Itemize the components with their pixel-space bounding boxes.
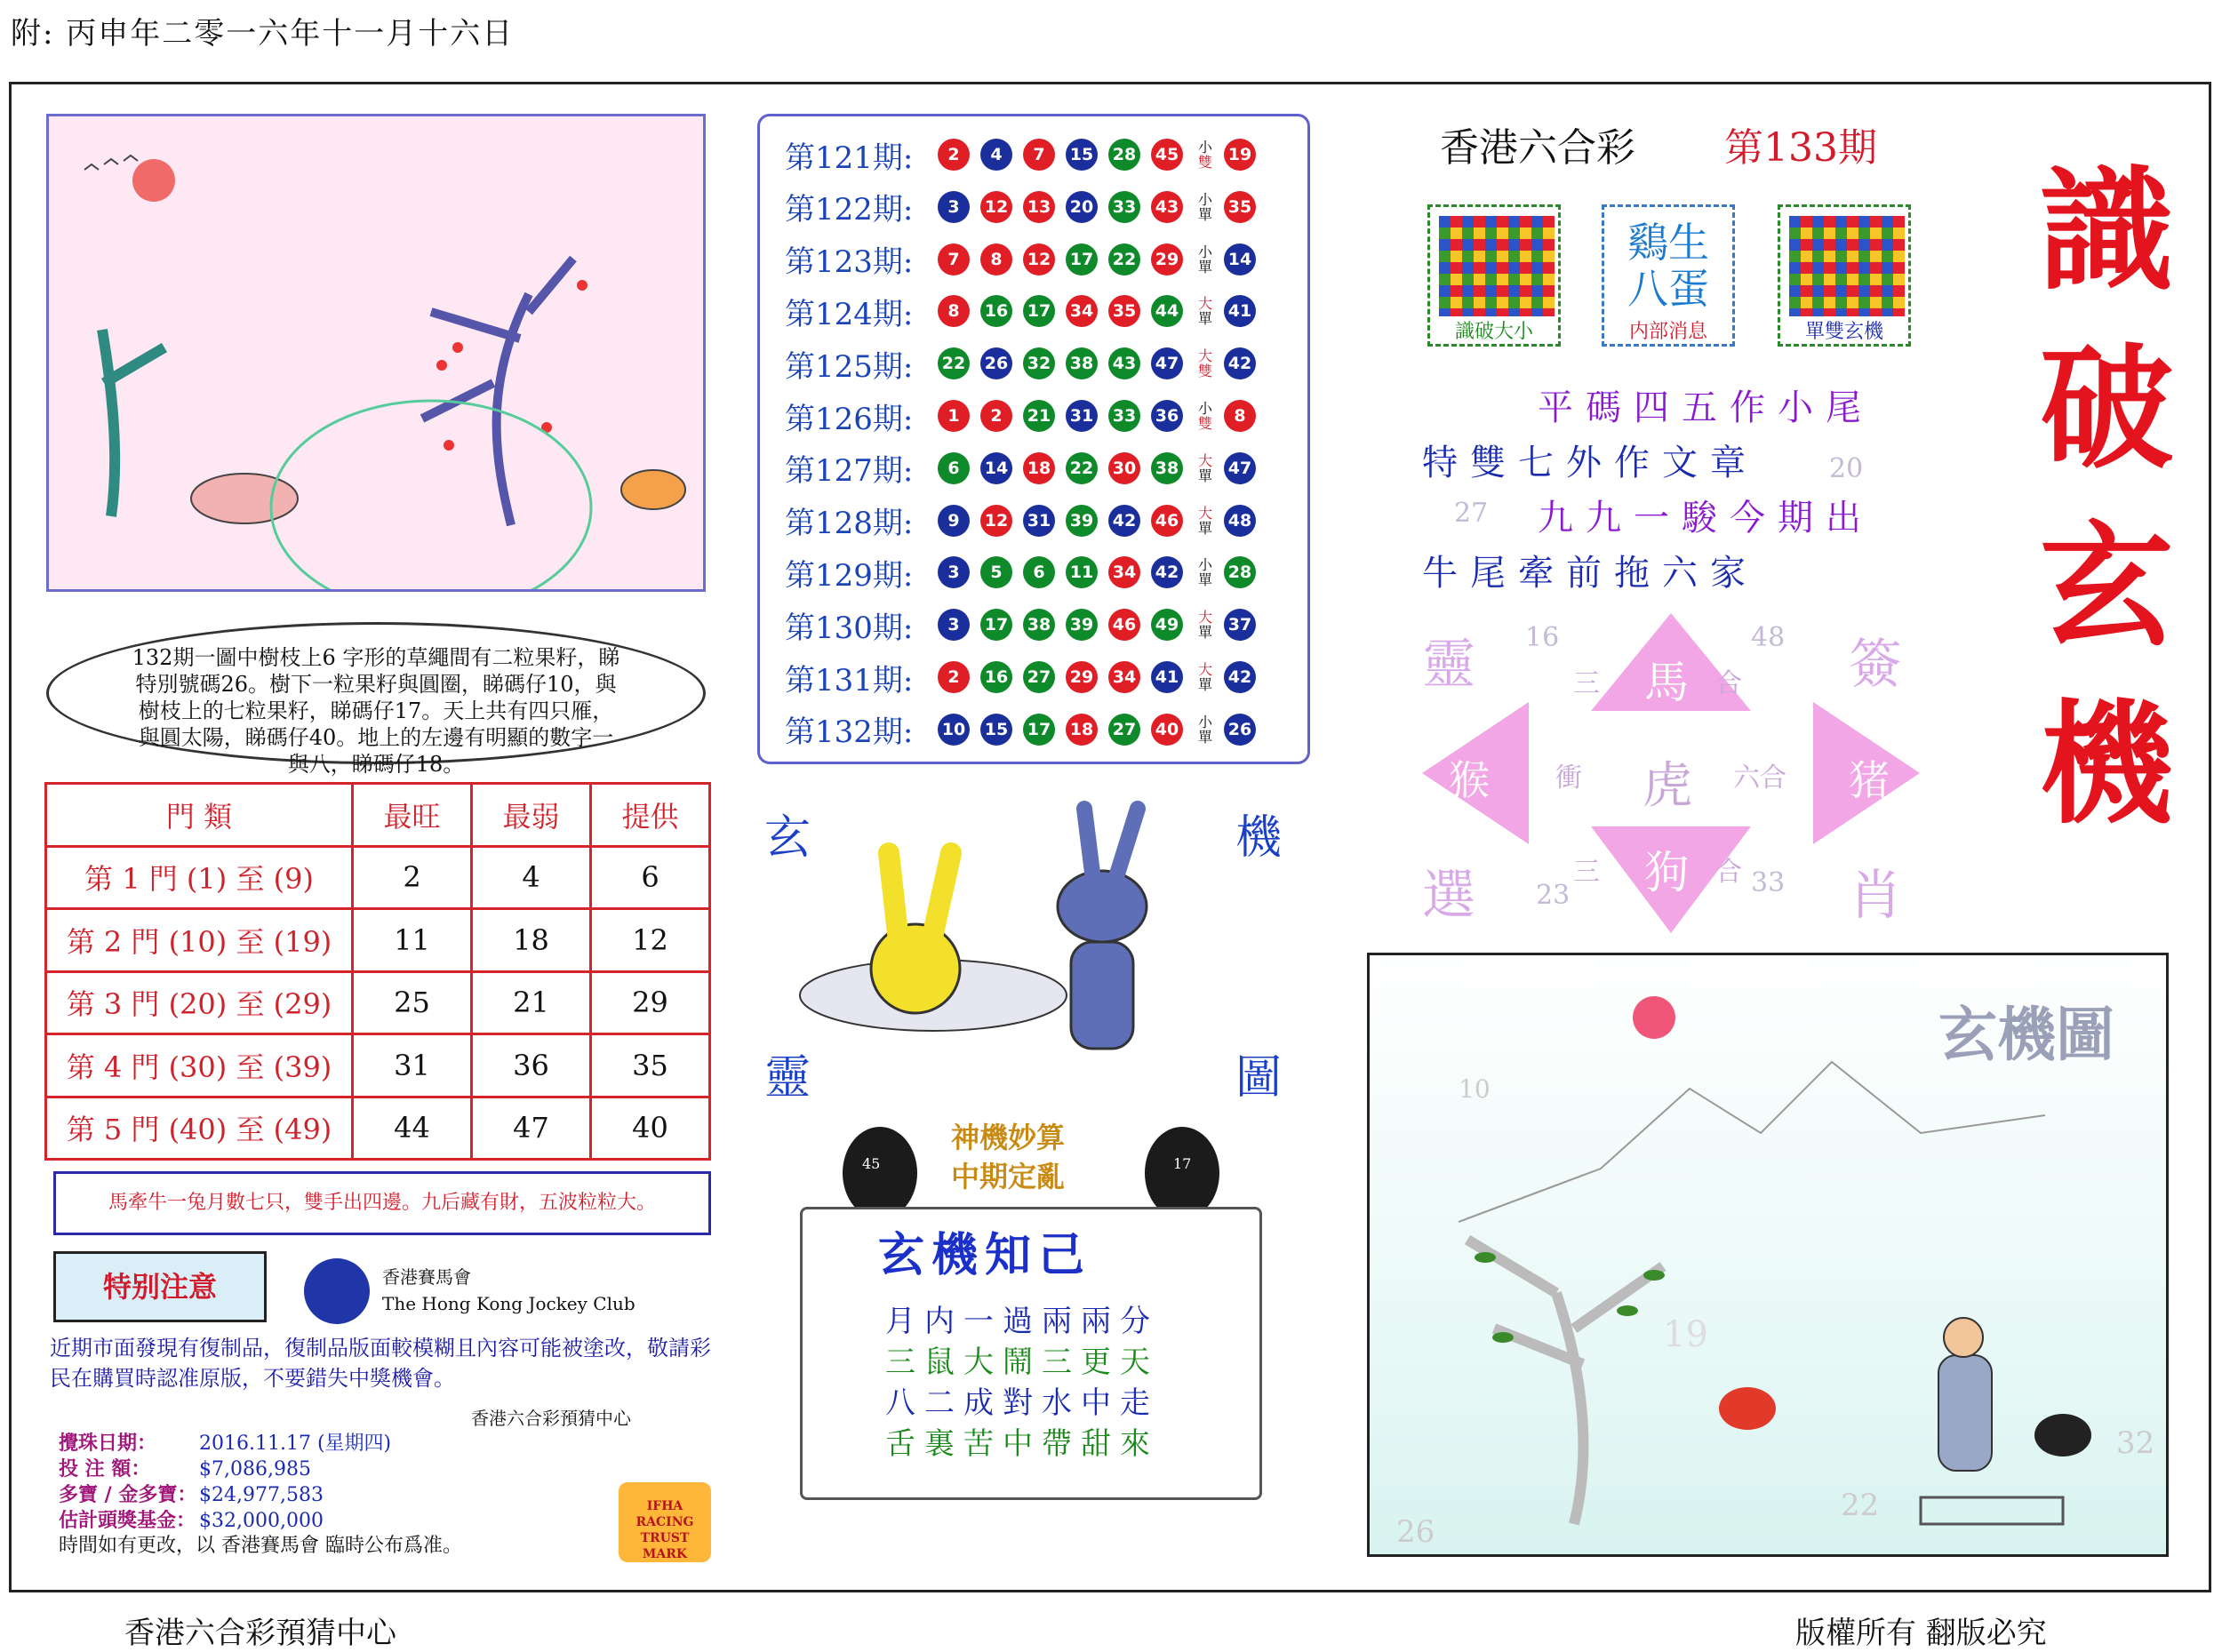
- number-ball: 33: [1108, 400, 1140, 432]
- period-label: 第128期:: [785, 506, 914, 542]
- number-ball: 12: [980, 191, 1012, 223]
- number-ball: 22: [1066, 452, 1098, 484]
- number-ball: 43: [1108, 347, 1140, 379]
- zodiac-diagram: 靈 簽 選 肖 馬 猴 虎 猪 狗 三 合 衝 六合 三 合 16 48 23 33: [1422, 604, 1920, 942]
- number-ball: 18: [1023, 452, 1055, 484]
- table-row: [46, 1097, 710, 1160]
- poem-line: 八二成對水中走: [885, 1385, 1159, 1421]
- corner-char: 圖: [1235, 1051, 1283, 1105]
- hint-banner: 馬牽牛一兔月數七只，雙手出四邊。九后藏有財，五波粒粒大。: [53, 1171, 711, 1235]
- number-ball: 39: [1066, 609, 1098, 641]
- picture-title: 玄機圖: [1938, 1000, 2114, 1069]
- result-row: [785, 547, 1267, 598]
- monkey-left-num: 45: [862, 1155, 881, 1172]
- result-row: [785, 599, 1267, 650]
- col-header-category: 門 類: [46, 784, 353, 847]
- special-number-ball: 28: [1224, 556, 1256, 588]
- door-max: 31: [353, 1034, 472, 1097]
- diagram-corner: 簽: [1849, 634, 1902, 696]
- table-row: [46, 909, 710, 972]
- number-ball: 16: [980, 295, 1012, 327]
- number-ball: 17: [1066, 243, 1098, 275]
- size-parity-tag: 小 雙: [1197, 139, 1212, 171]
- picture-number: 10: [1459, 1074, 1491, 1104]
- size-parity-tag: 小 雙: [1197, 400, 1212, 432]
- jockey-club-name: [382, 1264, 635, 1317]
- number-ball: 27: [1023, 661, 1055, 693]
- number-ball: 10: [938, 714, 970, 746]
- number-ball: 11: [1066, 556, 1098, 588]
- corner-char: 靈: [764, 1051, 811, 1105]
- number-ball: 34: [1108, 661, 1140, 693]
- number-ball: 38: [1023, 609, 1055, 641]
- door-label: 第 3 門 (20) 至 (29): [46, 971, 353, 1034]
- number-ball: 1: [938, 400, 970, 432]
- monkey-caption: 神機妙算 中期定亂: [951, 1121, 1066, 1193]
- zodiac-right: 猪: [1849, 756, 1890, 804]
- period-label: 第127期:: [785, 453, 914, 490]
- number-ball: 20: [1066, 191, 1098, 223]
- door-offer: 6: [591, 846, 710, 909]
- number-ball: 43: [1151, 191, 1183, 223]
- poem-line: 月内一過兩兩分: [885, 1304, 1159, 1339]
- number-ball: 3: [938, 191, 970, 223]
- corner-char: 玄: [764, 811, 811, 865]
- puzzle-hint-bubble: 132期一圖中樹枝上6 字形的草繩間有二粒果籽，睇特別號碼26。樹下一粒果籽與圓圈，睇碼仔10，與樹枝上的七粒果籽，睇碼仔17。天上共有四只雁，與圓太陽，睇碼仔40。地上的左邊有明顯的數字一與八，睇碼仔18。: [46, 622, 706, 764]
- period-label: 第132期:: [785, 714, 914, 751]
- picture-number: 26: [1396, 1514, 1435, 1550]
- date-line: 附: 丙申年二零一六年十一月十六日: [11, 16, 515, 52]
- number-ball: 12: [980, 505, 1012, 537]
- special-number-ball: 19: [1224, 139, 1256, 171]
- counterfeit-notice: 近期市面發現有復制品，復制品版面較模糊且內容可能被塗改，敬請彩民在購買時認准原版，不要錯失中獎機會。: [50, 1336, 711, 1391]
- footer-publisher: 香港六合彩預猜中心: [124, 1616, 396, 1651]
- number-ball: 46: [1151, 505, 1183, 537]
- number-ball: 16: [980, 661, 1012, 693]
- zodiac-top: 馬: [1644, 657, 1689, 708]
- number-ball: 15: [1066, 139, 1098, 171]
- verse-line: 平碼四五作小尾: [1538, 387, 1874, 428]
- number-ball: 46: [1108, 609, 1140, 641]
- faint-number: 27: [1454, 498, 1489, 529]
- number-ball: 34: [1108, 556, 1140, 588]
- number-ball: 36: [1151, 400, 1183, 432]
- number-ball: 45: [1151, 139, 1183, 171]
- know-title: 玄機知己: [878, 1228, 1092, 1282]
- number-ball: 8: [980, 243, 1012, 275]
- puzzle-illustration: [46, 114, 706, 592]
- door-offer: 29: [591, 971, 710, 1034]
- number-ball: 4: [980, 139, 1012, 171]
- result-row: [785, 234, 1267, 285]
- result-row: [785, 338, 1267, 389]
- tree-scene-graphic: [49, 116, 703, 589]
- number-ball: 29: [1066, 661, 1098, 693]
- number-ball: 14: [980, 452, 1012, 484]
- special-number-ball: 47: [1224, 452, 1256, 484]
- number-ball: 8: [938, 295, 970, 327]
- number-ball: 22: [938, 347, 970, 379]
- card-odd-even-hint: 單雙玄機: [1778, 204, 1911, 347]
- number-ball: 32: [1023, 347, 1055, 379]
- number-ball: 31: [1023, 505, 1055, 537]
- number-ball: 38: [1066, 347, 1098, 379]
- door-min: 36: [472, 1034, 591, 1097]
- size-parity-tag: 小 單: [1197, 190, 1212, 223]
- number-ball: 22: [1108, 243, 1140, 275]
- number-ball: 17: [1023, 295, 1055, 327]
- size-parity-tag: 大 單: [1197, 504, 1212, 537]
- number-ball: 13: [1023, 191, 1055, 223]
- door-max: 25: [353, 971, 472, 1034]
- number-ball: 2: [938, 661, 970, 693]
- number-ball: 33: [1108, 191, 1140, 223]
- draw-info-row: 攪珠日期： 2016.11.17 (星期四): [59, 1432, 392, 1455]
- result-row: [785, 129, 1267, 180]
- number-ball: 35: [1108, 295, 1140, 327]
- draw-info-note: 時間如有更改，以 香港賽馬會 臨時公布爲准。: [59, 1535, 462, 1557]
- size-parity-tag: 小 單: [1197, 556, 1212, 589]
- period-label: 第131期:: [785, 662, 914, 698]
- verse-line: 九九一駿今期出: [1538, 498, 1874, 539]
- special-number-ball: 37: [1224, 609, 1256, 641]
- hint-picture: [1367, 953, 2169, 1557]
- number-ball: 42: [1108, 505, 1140, 537]
- door-min: 47: [472, 1097, 591, 1160]
- result-row: [785, 495, 1267, 547]
- number-ball: 2: [938, 139, 970, 171]
- number-ball: 47: [1151, 347, 1183, 379]
- issue-number: 第133期: [1724, 125, 1877, 171]
- diagram-corner: 選: [1422, 865, 1475, 927]
- special-number-ball: 41: [1224, 295, 1256, 327]
- col-header-offer: 提供: [591, 784, 710, 847]
- period-label: 第124期:: [785, 296, 914, 332]
- period-label: 第125期:: [785, 348, 914, 385]
- door-min: 18: [472, 909, 591, 972]
- number-ball: 42: [1151, 556, 1183, 588]
- zodiac-bottom: 狗: [1644, 847, 1689, 898]
- special-notice-badge: 特别注意: [53, 1251, 267, 1322]
- period-label: 第123期:: [785, 244, 914, 281]
- number-ball: 3: [938, 556, 970, 588]
- number-ball: 28: [1108, 139, 1140, 171]
- draw-info-row: 投 注 額： $7,086,985: [59, 1457, 311, 1480]
- number-ball: 34: [1066, 295, 1098, 327]
- number-ball: 6: [938, 452, 970, 484]
- number-ball: 7: [938, 243, 970, 275]
- period-label: 第122期:: [785, 192, 914, 228]
- jockey-name-en: The Hong Kong Jockey Club: [382, 1293, 635, 1314]
- result-row: [785, 390, 1267, 442]
- number-ball: 7: [1023, 139, 1055, 171]
- card-size-hint: 識破大小: [1427, 204, 1561, 347]
- door-min: 21: [472, 971, 591, 1034]
- number-ball: 26: [980, 347, 1012, 379]
- door-stats-table: [44, 782, 711, 1161]
- size-parity-tag: 大 單: [1197, 661, 1212, 693]
- table-row: [46, 846, 710, 909]
- size-parity-tag: 大 單: [1197, 451, 1212, 484]
- result-row: [785, 181, 1267, 233]
- size-parity-tag: 大 雙: [1197, 347, 1212, 380]
- number-ball: 38: [1151, 452, 1183, 484]
- poem-line: 舌裏苦中帶甜來: [885, 1426, 1159, 1462]
- verse-line: 牛尾牽前拖六家: [1422, 553, 1758, 594]
- result-row: [785, 285, 1267, 337]
- table-row: [46, 1034, 710, 1097]
- mosaic-image: [1439, 216, 1555, 317]
- number-ball: 9: [938, 505, 970, 537]
- door-max: 11: [353, 909, 472, 972]
- number-ball: 49: [1151, 609, 1183, 641]
- door-label: 第 1 門 (1) 至 (9): [46, 846, 353, 909]
- notice-source: 香港六合彩預猜中心: [471, 1408, 631, 1429]
- picture-number: 32: [2116, 1425, 2155, 1461]
- number-ball: 39: [1066, 505, 1098, 537]
- special-number-ball: 35: [1224, 191, 1256, 223]
- mosaic-image: [1789, 216, 1905, 317]
- footer-copyright: 版權所有 翻版必究: [1795, 1616, 2047, 1651]
- size-parity-tag: 小 單: [1197, 243, 1212, 275]
- draw-info-row: 估計頭獎基金： $32,000,000: [59, 1509, 324, 1532]
- diagram-corner: 肖: [1849, 865, 1902, 927]
- number-ball: 2: [980, 400, 1012, 432]
- vertical-title: 識 破 玄 機: [2039, 153, 2173, 842]
- number-ball: 30: [1108, 452, 1140, 484]
- door-label: 第 4 門 (30) 至 (39): [46, 1034, 353, 1097]
- number-ball: 12: [1023, 243, 1055, 275]
- result-row: [785, 651, 1267, 703]
- number-ball: 31: [1066, 400, 1098, 432]
- number-ball: 29: [1151, 243, 1183, 275]
- number-ball: 44: [1151, 295, 1183, 327]
- special-number-ball: 26: [1224, 714, 1256, 746]
- number-ball: 6: [1023, 556, 1055, 588]
- door-label: 第 2 門 (10) 至 (19): [46, 909, 353, 972]
- monkey-right-num: 17: [1173, 1155, 1192, 1172]
- door-offer: 12: [591, 909, 710, 972]
- card-big-text: 鷄生八蛋: [1627, 219, 1709, 313]
- special-number-ball: 42: [1224, 661, 1256, 693]
- number-ball: 15: [980, 714, 1012, 746]
- draw-info: [59, 1431, 462, 1559]
- period-label: 第130期:: [785, 610, 914, 646]
- verse-block: [1422, 380, 1874, 601]
- table-row: [46, 971, 710, 1034]
- picture-number: 19: [1663, 1314, 1708, 1355]
- size-parity-tag: 大 單: [1197, 609, 1212, 642]
- door-max: 44: [353, 1097, 472, 1160]
- poem-line: 三鼠大鬧三更天: [885, 1345, 1159, 1380]
- diagram-corner: 靈: [1422, 634, 1475, 696]
- number-ball: 17: [980, 609, 1012, 641]
- col-header-min: 最弱: [472, 784, 591, 847]
- period-label: 第121期:: [785, 140, 914, 176]
- number-ball: 18: [1066, 714, 1098, 746]
- special-number-ball: 42: [1224, 347, 1256, 379]
- result-row: [785, 704, 1267, 755]
- size-parity-tag: 大 單: [1197, 295, 1212, 328]
- period-label: 第126期:: [785, 401, 914, 437]
- table-header-row: [46, 784, 710, 847]
- verse-line: 特雙七外作文章: [1422, 443, 1758, 483]
- past-results-panel: [757, 114, 1310, 764]
- number-ball: 27: [1108, 714, 1140, 746]
- door-min: 4: [472, 846, 591, 909]
- number-ball: 17: [1023, 714, 1055, 746]
- door-offer: 40: [591, 1097, 710, 1160]
- lottery-title: 香港六合彩: [1440, 125, 1635, 171]
- number-ball: 3: [938, 609, 970, 641]
- card-inside-news: 鷄生八蛋 内部消息: [1602, 204, 1735, 347]
- number-ball: 40: [1151, 714, 1183, 746]
- period-label: 第129期:: [785, 557, 914, 594]
- number-ball: 41: [1151, 661, 1183, 693]
- picture-number: 22: [1841, 1488, 1880, 1523]
- door-label: 第 5 門 (40) 至 (49): [46, 1097, 353, 1160]
- size-parity-tag: 小 單: [1197, 713, 1212, 746]
- faint-number: 20: [1829, 453, 1864, 484]
- number-ball: 21: [1023, 400, 1055, 432]
- ifha-trust-mark-logo: IFHA RACING TRUST MARK: [619, 1482, 711, 1562]
- door-max: 2: [353, 846, 472, 909]
- jockey-club-logo-icon: [304, 1258, 370, 1324]
- zodiac-center: 虎: [1643, 757, 1692, 815]
- special-number-ball: 14: [1224, 243, 1256, 275]
- special-number-ball: 48: [1224, 505, 1256, 537]
- zodiac-left: 猴: [1449, 756, 1490, 804]
- number-ball: 5: [980, 556, 1012, 588]
- poem-block: [885, 1301, 1159, 1464]
- corner-char: 機: [1235, 811, 1283, 865]
- col-header-max: 最旺: [353, 784, 472, 847]
- result-row: [785, 443, 1267, 494]
- special-number-ball: 8: [1224, 400, 1256, 432]
- jockey-name-cn: 香港賽馬會: [382, 1266, 471, 1288]
- door-offer: 35: [591, 1034, 710, 1097]
- draw-info-row: 多寶 / 金多寶： $24,977,583: [59, 1483, 324, 1506]
